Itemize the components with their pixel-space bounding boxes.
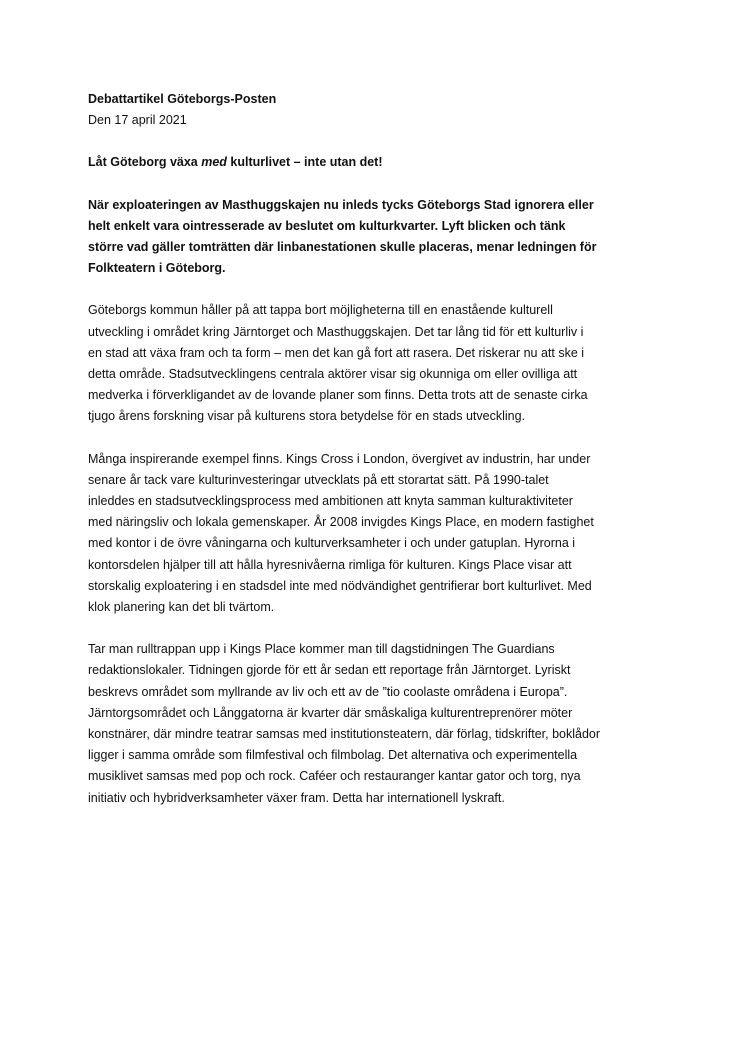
text-line: en stad att växa fram och ta form – men det kan gå fort att rasera. Det riskerar nu att ske i [88, 345, 585, 360]
paragraph-1 [88, 300, 668, 427]
text-line: redaktionslokaler. Tidningen gjorde för ett år sedan ett reportage från Järntorget. Lyriskt [88, 663, 571, 678]
lead-line: Folkteatern i Göteborg. [88, 261, 226, 276]
text-line: ligger i samma område som filmfestival och filmbolag. Det alternativa och experimentella [88, 748, 578, 763]
lead-line: större vad gäller tomträtten där linbanestationen skulle placeras, menar ledningen för [88, 240, 597, 255]
text-line: initiativ och hybridverksamheter växer fram. Detta har internationell lyskraft. [88, 790, 505, 805]
article-source: Debattartikel Göteborgs-Posten Den 17 april 2021 [88, 89, 668, 131]
text-line: kontorsdelen hjälper till att hålla hyresnivåerna rimliga för kulturen. Kings Place visar att [88, 557, 572, 572]
paragraph-2 [88, 449, 668, 619]
text-line: Tar man rulltrappan upp i Kings Place kommer man till dagstidningen The Guardians [88, 642, 555, 657]
article-date: Den 17 april 2021 [88, 113, 187, 128]
headline-after: kulturlivet – inte utan det! [226, 155, 383, 170]
text-line: konstnärer, där mindre teatrar samsas med institutionsteatern, där förlag, tidskrifter, boklådor [88, 727, 601, 742]
text-line: musiklivet samsas med pop och rock. Caféer och restauranger kantar gator och torg, nya [88, 769, 581, 784]
lead-line: När exploateringen av Masthuggskajen nu inleds tycks Göteborgs Stad ignorera eller [88, 197, 594, 212]
text-line: utveckling i området kring Järntorget och Masthuggskajen. Det tar lång tid för ett kulturliv i [88, 324, 584, 339]
text-line: med kontor i de övre våningarna och kulturverksamheter i och under gatuplan. Hyrorna i [88, 536, 576, 551]
headline-emphasis: med [201, 155, 227, 170]
paragraph-3 [88, 639, 668, 809]
text-line: senare år tack vare kulturinvesteringar utvecklats på ett storartat sätt. På 1990-talet [88, 472, 549, 487]
text-line: detta område. Stadsutvecklingens centrala aktörer visar sig okunniga om eller ovilliga att [88, 367, 578, 382]
article-lead [88, 195, 668, 280]
article-headline [88, 152, 668, 173]
text-line: tjugo årens forskning visar på kulturens stora betydelse för en stads utveckling. [88, 409, 526, 424]
text-line: beskrevs området som myllrande av liv och ett av de ”tio coolaste områdena i Europa”. [88, 684, 568, 699]
text-line: inleddes en stadsutvecklingsprocess med ambitionen att knyta samman kulturaktiviteter [88, 494, 573, 509]
text-line: medverka i förverkligandet av de lovande planer som finns. Detta trots att de senaste cirka [88, 388, 588, 403]
text-line: Många inspirerande exempel finns. Kings Cross i London, övergivet av industrin, har under [88, 451, 591, 466]
text-line: Järntorgsområdet och Långgatorna är kvarter där småskaliga kulturentreprenörer möter [88, 705, 573, 720]
text-line: Göteborgs kommun håller på att tappa bort möjligheterna till en enastående kulturell [88, 303, 553, 318]
text-line: storskalig exploatering i en stadsdel inte med nödvändighet gentrifierar bort kulturlivet. Med [88, 578, 592, 593]
text-line: med näringsliv och lokala gemenskaper. År 2008 invigdes Kings Place, en modern fastighet [88, 515, 594, 530]
article-body [88, 89, 668, 809]
text-line: klok planering kan det bli tvärtom. [88, 600, 275, 615]
headline-before: Låt Göteborg växa [88, 155, 202, 170]
lead-line: helt enkelt vara ointresserade av beslutet om kulturkvarter. Lyft blicken och tänk [88, 218, 566, 233]
